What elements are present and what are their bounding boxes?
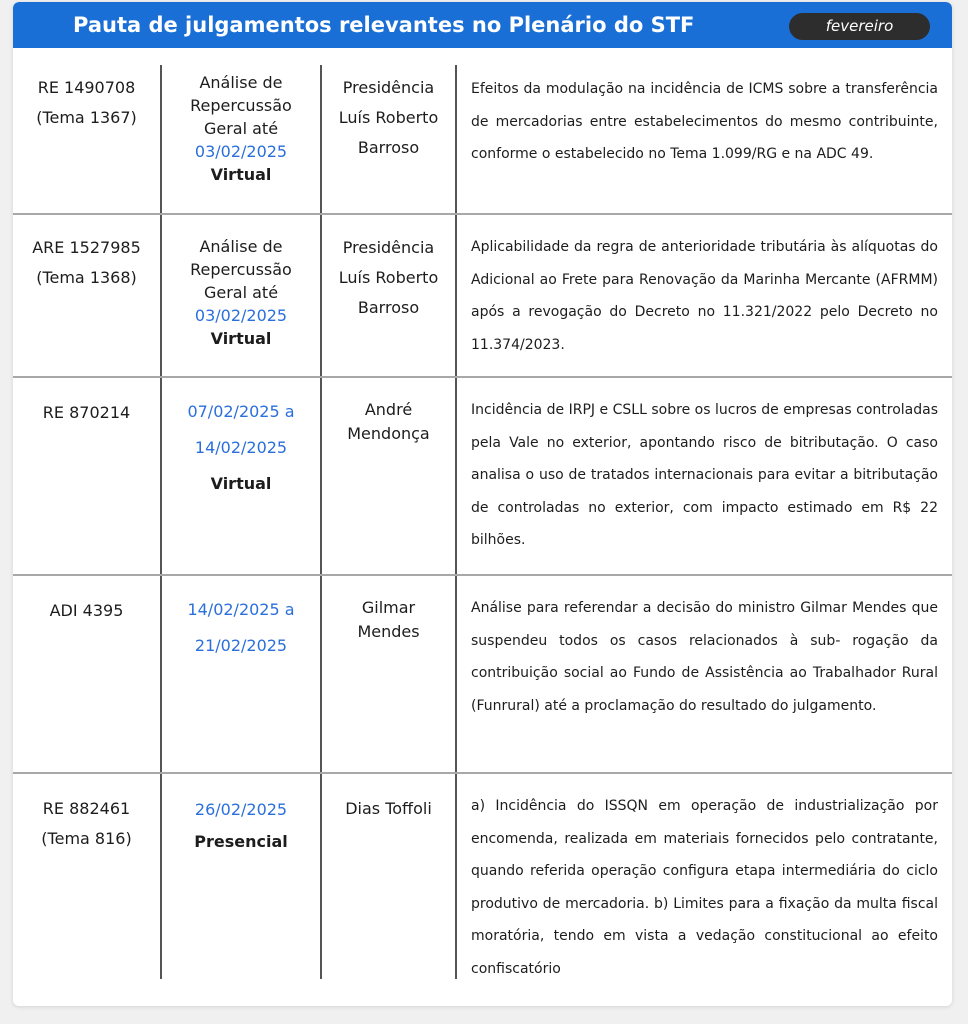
session-cell <box>160 774 320 979</box>
description-cell <box>455 576 952 772</box>
session-date: 14/02/2025 a <box>187 600 295 619</box>
session-date: 21/02/2025 <box>194 636 288 655</box>
rapporteur-cell <box>320 576 455 772</box>
rapporteur-cell <box>320 378 455 574</box>
case-description: Incidência de IRPJ e CSLL sobre os lucros de empresas controladas pela Vale no exterior, apontando risco de bitributação. O caso analisa o uso de tratados internacionais para evitar a bitributação de controladas no exterior, com impacto estimado em R$ 22 bilhões. <box>471 402 938 548</box>
process-cell <box>13 65 160 213</box>
description-cell <box>455 65 952 213</box>
table-row <box>13 215 952 378</box>
session-mode: Virtual <box>210 474 272 493</box>
session-cell <box>160 65 320 213</box>
session-date: 14/02/2025 <box>194 438 288 457</box>
session-mode: Presencial <box>194 832 288 851</box>
rapporteur-line: Presidência <box>342 238 435 257</box>
rapporteur-line: Barroso <box>357 138 420 157</box>
session-cell <box>160 215 320 376</box>
rapporteur-cell <box>320 774 455 979</box>
analysis-line: Repercussão <box>190 260 292 279</box>
table-row <box>13 378 952 576</box>
case-description: Efeitos da modulação na incidência de ICMS sobre a transferência de mercadorias entre estabelecimentos do mesmo contribuinte, conforme o estabelecido no Tema 1.099/RG e na ADC 49. <box>471 81 938 162</box>
process-cell <box>13 576 160 772</box>
rapporteur-line: Mendonça <box>347 424 430 443</box>
rapporteur-line: Barroso <box>357 298 420 317</box>
rapporteur-line: Luís Roberto <box>338 108 439 127</box>
agenda-card <box>13 2 952 1006</box>
process-theme: (Tema 1367) <box>36 108 137 127</box>
analysis-line: Geral até <box>203 119 279 138</box>
session-cell <box>160 576 320 772</box>
process-number: RE 870214 <box>42 403 131 422</box>
session-date: 03/02/2025 <box>194 306 288 325</box>
rapporteur-cell <box>320 215 455 376</box>
process-cell <box>13 774 160 979</box>
description-cell <box>455 774 952 979</box>
process-number: RE 1490708 <box>37 78 136 97</box>
process-number: ADI 4395 <box>49 601 124 620</box>
rapporteur-line: Mendes <box>357 622 420 641</box>
analysis-line: Repercussão <box>190 96 292 115</box>
description-cell <box>455 378 952 574</box>
process-cell <box>13 215 160 376</box>
session-date: 26/02/2025 <box>194 800 288 819</box>
session-mode: Virtual <box>210 329 272 348</box>
case-description: Análise para referendar a decisão do ministro Gilmar Mendes que suspendeu todos os casos relacionados à sub- rogação da contribuição social ao Fundo de Assistência ao Trabalhador Rural (Funrural) até a proclamação do resultado do julgamento. <box>471 600 938 714</box>
process-number: RE 882461 <box>42 799 131 818</box>
header-bar <box>13 2 952 48</box>
table-row <box>13 65 952 215</box>
month-badge: fevereiro <box>789 13 930 40</box>
case-description: a) Incidência do ISSQN em operação de industrialização por encomenda, realizada em materiais fornecidos pelo contratante, quando referida operação configura etapa intermediária do ciclo produtivo de mercadoria. b) Limites para a fixação da multa fiscal moratória, tendo em vista a vedação constitucional ao efeito confiscatório <box>471 798 938 977</box>
description-cell <box>455 215 952 376</box>
page-title: Pauta de julgamentos relevantes no Plenário do STF <box>73 13 695 37</box>
table-row <box>13 774 952 979</box>
table-row <box>13 576 952 774</box>
analysis-line: Análise de <box>199 73 283 92</box>
case-description: Aplicabilidade da regra de anterioridade tributária às alíquotas do Adicional ao Frete para Renovação da Marinha Mercante (AFRMM) após a revogação do Decreto no 11.321/2022 pelo Decreto no 11.374/2023. <box>471 239 938 353</box>
analysis-line: Análise de <box>199 237 283 256</box>
rapporteur-line: Gilmar <box>361 598 416 617</box>
process-cell <box>13 378 160 574</box>
rapporteur-line: Dias Toffoli <box>345 799 432 818</box>
analysis-line: Geral até <box>203 283 279 302</box>
rapporteur-line: Luís Roberto <box>338 268 439 287</box>
session-cell <box>160 378 320 574</box>
rapporteur-line: André <box>364 400 413 419</box>
session-date: 07/02/2025 a <box>187 402 295 421</box>
session-date: 03/02/2025 <box>194 142 288 161</box>
process-theme: (Tema 816) <box>41 829 132 848</box>
process-theme: (Tema 1368) <box>36 268 137 287</box>
rapporteur-line: Presidência <box>342 78 435 97</box>
rapporteur-cell <box>320 65 455 213</box>
session-mode: Virtual <box>210 165 272 184</box>
process-number: ARE 1527985 <box>32 238 141 257</box>
